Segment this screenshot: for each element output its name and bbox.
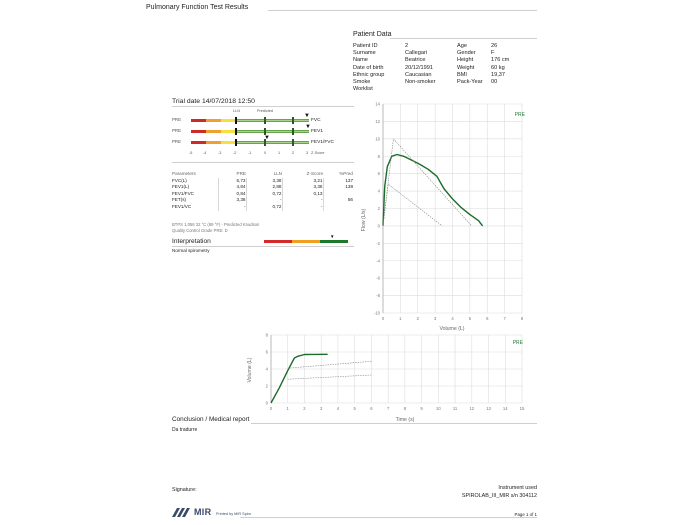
patient-data-divider [390, 38, 537, 39]
series-lln [383, 184, 442, 226]
x-tick-label: 5 [353, 406, 356, 411]
cell: 0,72 [246, 204, 282, 211]
x-tick-label: 11 [452, 406, 458, 411]
instrument-value: SPIROLAB_III_MIR s/n 304112 [461, 493, 537, 499]
conclusion-divider [251, 423, 537, 424]
value-weight: 60 kg [491, 64, 505, 71]
z-tick: -2 [233, 151, 237, 155]
y-tick-label: 12 [375, 118, 380, 124]
x-tick-label: 1 [399, 316, 402, 321]
table-row [172, 197, 353, 204]
x-tick-label: 9 [420, 406, 423, 411]
signature-label: Signature: [172, 487, 197, 493]
cell: - [282, 197, 323, 204]
label-bmi: BMI [457, 71, 467, 78]
z-tick: 2 [292, 151, 295, 155]
z-tick: 1 [278, 151, 281, 155]
label-ethnic-group: Ethnic group [353, 71, 385, 78]
value-bmi: 19,37 [491, 71, 505, 78]
patient-data-table [353, 43, 509, 93]
volume-time-chart [240, 330, 535, 422]
series-pre [271, 354, 328, 403]
patient-data-title: Patient Data [353, 31, 392, 38]
cell: 3,36 [282, 184, 323, 191]
col-header: %Pred [339, 171, 353, 176]
label-weight: Weight [457, 64, 475, 71]
x-tick-label: 12 [469, 406, 475, 411]
z-tick: -1 [248, 151, 252, 155]
row-tag: PRE [172, 128, 182, 133]
series-pre [383, 155, 483, 226]
y-tick-label: 8 [377, 153, 380, 159]
col-header: LLN [273, 171, 282, 176]
x-tick-label: 8 [403, 406, 407, 411]
zscore-bar-fev1-fvc [191, 141, 309, 144]
label-age: Age [457, 43, 467, 49]
z-tick: -4 [203, 151, 207, 155]
label-worklist: Worklist [353, 86, 373, 93]
y-tick-label: 2 [377, 206, 380, 211]
value-surname: Callegari [405, 50, 428, 57]
trial-divider [172, 106, 354, 107]
y-tick-label: 10 [375, 136, 380, 142]
label-gender: Gender [457, 50, 476, 57]
label-surname: Surname [353, 50, 376, 57]
report-title: Pulmonary Function Test Results [146, 4, 249, 11]
cell: 3,38 [218, 197, 246, 204]
marker-fvc-icon: ▼ [304, 113, 310, 119]
table-row [172, 184, 353, 191]
btps-note: BTPS 1,058 32 °C (89 °F) - Predicted Knudson [172, 222, 260, 227]
y-tick-label: 2 [265, 383, 268, 389]
value-gender: F [491, 50, 495, 57]
cell: FVC(L) [172, 177, 187, 183]
y-tick-label: -6 [376, 275, 380, 281]
cell: 2,88 [246, 184, 282, 191]
cell: - [282, 204, 323, 211]
value-name: Beatrice [405, 57, 426, 64]
zscore-bar-fvc [191, 119, 309, 122]
cell: - [218, 204, 246, 211]
y-tick-label: 0 [265, 400, 268, 406]
cell: 5,73 [218, 178, 246, 185]
cell: 138 [323, 184, 353, 191]
y-tick-label: 4 [377, 188, 380, 194]
marker-fev1-icon: ▼ [305, 124, 311, 130]
y-tick-label: 0 [377, 223, 380, 229]
y-tick-label: 14 [375, 101, 380, 107]
z-tick: -5 [189, 151, 193, 155]
table-row [172, 191, 353, 198]
flow-volume-ylabel: Flow (L/s) [361, 208, 367, 232]
interpretation-scale [264, 240, 348, 243]
value-height: 176 cm [491, 57, 510, 64]
conclusion-title: Conclusion / Medical report [172, 416, 250, 423]
mir-logo-icon [172, 508, 194, 517]
volume-time-xlabel: Time (s) [395, 417, 415, 422]
predicted-label: Predicted [257, 109, 274, 113]
cell [323, 204, 353, 211]
row-name: FEV1/FVC [311, 140, 334, 145]
marker-fev1-fvc-icon: ▼ [264, 135, 270, 141]
x-tick-label: 3 [320, 406, 323, 411]
interpretation-title: Interpretation [172, 238, 211, 245]
row-name: FEV1 [311, 129, 323, 134]
col-header: Z-Score [306, 171, 323, 176]
x-tick-label: 6 [486, 316, 489, 321]
value-ethnic-group: Caucasian [405, 71, 432, 78]
label-patient-id: Patient ID [353, 43, 378, 49]
z-score-axis-label: Z-Score [311, 151, 325, 155]
cell: FEV1/VC [172, 203, 192, 209]
y-tick-label: -8 [376, 293, 380, 299]
trial-date-title: Trial date 14/07/2018 12:50 [172, 98, 255, 105]
x-tick-label: 4 [336, 406, 340, 411]
x-tick-label: 10 [435, 406, 441, 411]
cell: 56 [323, 197, 353, 204]
cell: - [246, 197, 282, 204]
flow-volume-xlabel: Volume (L) [439, 326, 465, 332]
series-predicted [288, 361, 372, 368]
quality-note: Quality Control Grade PRE: D [172, 228, 228, 233]
label-name: Name [353, 57, 368, 64]
flow-volume-chart [355, 98, 535, 334]
y-tick-label: -4 [376, 258, 380, 264]
y-tick-label: -10 [373, 310, 380, 316]
value-pack-year: 00 [491, 79, 498, 86]
x-tick-label: 6 [370, 406, 373, 411]
series-predicted [383, 139, 472, 226]
cell: 0,72 [246, 191, 282, 198]
y-tick-label: -2 [376, 240, 380, 246]
z-tick: 0 [264, 151, 267, 155]
x-tick-label: 2 [303, 406, 306, 411]
interpretation-divider [172, 246, 354, 247]
page-number: Page 1 of 1 [514, 512, 537, 517]
z-tick: -3 [218, 151, 222, 155]
interpretation-text: Normal spirometry [172, 248, 210, 253]
x-tick-label: 7 [386, 406, 390, 411]
interpretation-marker-icon: ▼ [330, 234, 335, 239]
cell: FEV1(L) [172, 184, 190, 190]
x-tick-label: 15 [519, 406, 525, 411]
row-tag: PRE [172, 117, 182, 122]
x-tick-label: 13 [486, 406, 491, 411]
cell: 0,13 [282, 191, 323, 198]
flow-volume-badge: PRE [514, 112, 525, 118]
col-header: Parameters [172, 171, 196, 176]
parameters-table [172, 171, 353, 211]
cell [323, 191, 353, 198]
value-dob: 20/12/1991 [405, 64, 433, 71]
volume-time-ylabel: Volume (L) [247, 357, 253, 383]
y-tick-label: 4 [265, 366, 268, 372]
z-tick: 3 [306, 151, 309, 155]
zscore-divider [172, 162, 354, 163]
x-tick-label: 7 [503, 316, 506, 321]
mir-logo-text: MIR [194, 507, 212, 517]
series-lln [288, 375, 372, 379]
col-header: PRE [236, 171, 246, 176]
zscore-bar-fev1 [191, 130, 309, 133]
table-row [172, 178, 353, 185]
cell: 3,38 [246, 178, 282, 185]
conclusion-text: Da tradurre [172, 427, 198, 433]
cell: 4,84 [218, 184, 246, 191]
row-tag: PRE [172, 139, 182, 144]
row-name: FVC [311, 118, 321, 123]
y-tick-label: 6 [377, 171, 380, 177]
x-tick-label: 4 [451, 316, 454, 321]
cell: 0,84 [218, 191, 246, 198]
label-smoke: Smoke [353, 79, 371, 86]
value-worklist [405, 86, 457, 93]
cell: 3,21 [282, 178, 323, 185]
label-pack-year: Pack-Year [457, 79, 483, 86]
printed-by: Printed by MIR Spiro [216, 512, 252, 516]
label-dob: Date of birth [353, 64, 384, 71]
mir-logo [172, 507, 211, 517]
x-tick-label: 0 [381, 316, 385, 321]
x-tick-label: 0 [269, 406, 273, 411]
x-tick-label: 1 [286, 406, 289, 411]
x-tick-label: 2 [416, 316, 419, 321]
value-smoke: Non-smoker [405, 79, 436, 86]
x-tick-label: 3 [433, 316, 437, 321]
label-height: Height [457, 57, 474, 64]
x-tick-label: 8 [520, 316, 524, 321]
value-patient-id: 2 [405, 43, 409, 49]
instrument-label: Instrument used [498, 485, 537, 491]
lln-label: LLN [233, 109, 240, 113]
y-tick-label: 8 [265, 332, 268, 338]
x-tick-label: 14 [502, 406, 508, 411]
cell: FEV1/FVC [172, 190, 194, 196]
header-divider [268, 10, 537, 11]
table-row [172, 204, 353, 211]
y-tick-label: 6 [265, 349, 268, 355]
footer-divider [240, 517, 537, 518]
cell: FET(s) [172, 197, 187, 203]
cell: 137 [323, 178, 353, 185]
volume-time-badge: PRE [512, 340, 523, 346]
value-age: 26 [491, 43, 498, 49]
x-tick-label: 5 [468, 316, 472, 321]
